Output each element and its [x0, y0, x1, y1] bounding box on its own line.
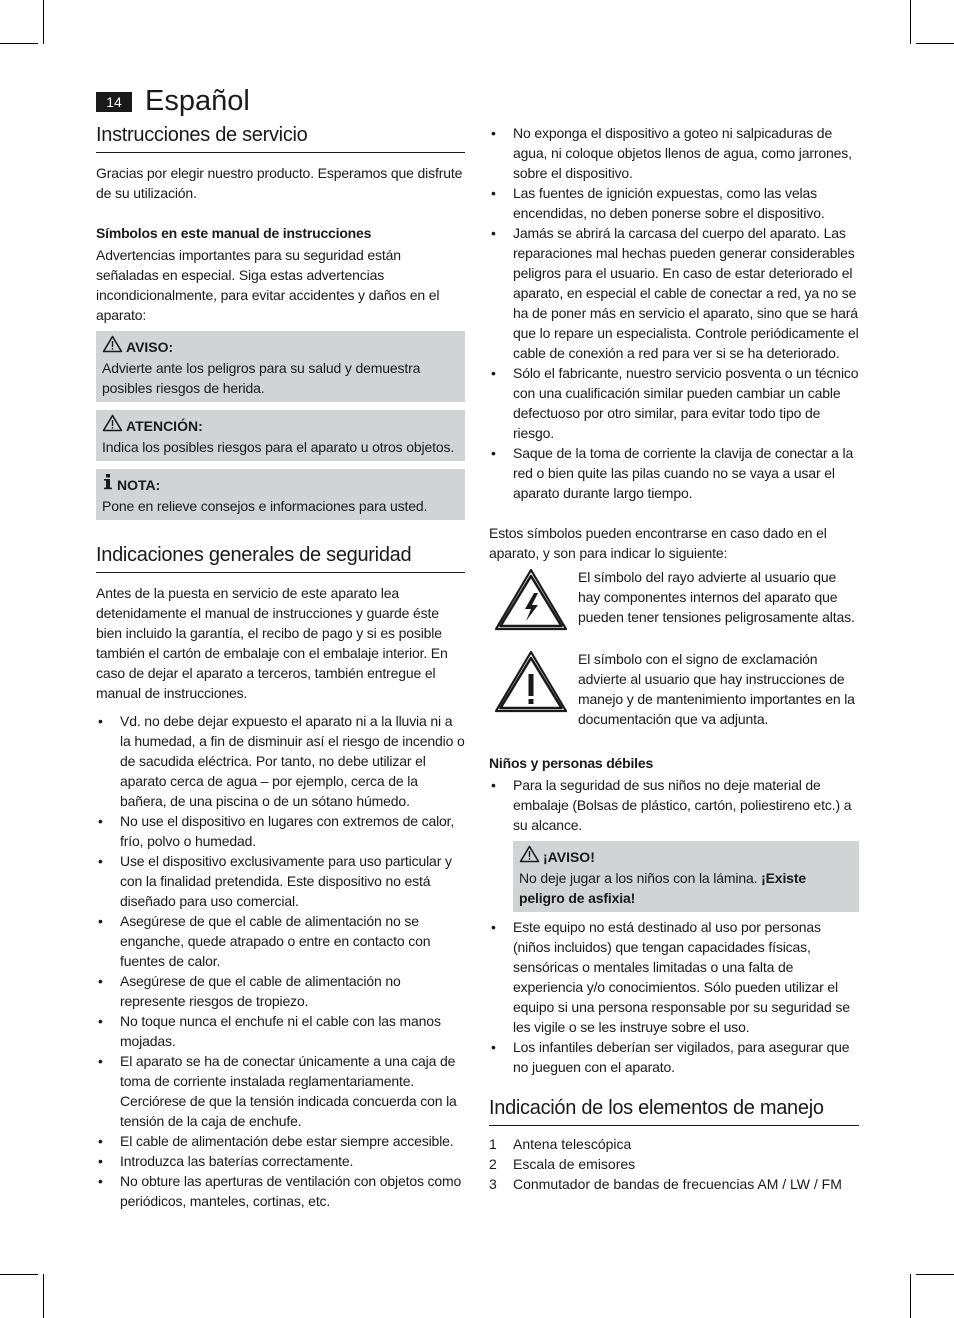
crop-mark [0, 1274, 38, 1275]
list-item: • Asegúrese de que el cable de alimentación no represente riesgos de tropiezo. [98, 973, 401, 1009]
lightning-symbol-text: El símbolo del rayo advierte al usuario que hay componentes internos del aparato que pueden tener tensiones peligrosamente altas. [578, 569, 855, 625]
children-heading: Niños y personas débiles [489, 755, 654, 771]
notice-nota [96, 469, 465, 520]
list-item: • No use el dispositivo en lugares con extremos de calor, frío, polvo o humedad. [98, 813, 455, 849]
section-title-safety: Indicaciones generales de seguridad [96, 542, 465, 573]
page-number: 14 [96, 92, 132, 112]
control-item: 3 Conmutador de bandas de frecuencias AM / LW / FM [489, 1176, 842, 1192]
notice-body: Pone en relieve consejos e informaciones para usted. [102, 498, 428, 514]
list-item: • Para la seguridad de sus niños no deje material de embalaje (Bolsas de plástico, cartón, poliestireno etc.) a su alcance. [491, 777, 852, 833]
crop-mark [43, 0, 44, 44]
crop-mark [910, 1274, 911, 1318]
exclamation-symbol-row [489, 649, 859, 729]
list-item: • No exponga el dispositivo a goteo ni salpicaduras de agua, ni coloque objetos llenos de agua, como jarrones, sobre el dispositivo. [491, 125, 852, 181]
page-title: Español [145, 85, 250, 117]
notice-head: NOTA: [117, 476, 161, 493]
notice-aviso-children [513, 841, 859, 912]
list-item: • Sólo el fabricante, nuestro servicio posventa o un técnico con una cualificación similar pueden cambiar un cable defectuoso por otro similar, para evitar todo tipo de riesgo. [491, 365, 859, 441]
notice-head: AVISO: [126, 338, 174, 355]
crop-mark [43, 1274, 44, 1318]
right-column [489, 123, 859, 1194]
intro-paragraph: Gracias por elegir nuestro producto. Esperamos que disfrute de su utilización. [96, 165, 463, 201]
crop-mark [916, 43, 954, 44]
list-item: • Saque de la toma de corriente la clavija de conectar a la red o bien quite las pilas cuando no se vaya a usar el aparato durante largo tiempo. [491, 445, 854, 501]
warning-triangle-icon [102, 414, 123, 437]
lightning-warning-icon [489, 567, 578, 638]
children-bullet-list [489, 775, 859, 835]
notice-body: Advierte ante los peligros para su salud y demuestra posibles riesgos de herida. [102, 360, 421, 396]
controls-list [489, 1134, 859, 1194]
info-icon [102, 473, 114, 496]
crop-mark [916, 1274, 954, 1275]
symbols-heading: Símbolos en este manual de instrucciones [96, 225, 372, 241]
notice-body: No deje jugar a los niños con la lámina. ¡Existe peligro de asfixia! [519, 870, 806, 906]
safety-bullet-list-continued [489, 123, 859, 503]
list-item: • Vd. no debe dejar expuesto el aparato ni a la lluvia ni a la humedad, a fin de disminuir así el riesgo de incendio o de sacudida eléctrica. Por tanto, no debe utilizar el aparato cerca de agua – por ejemplo, cerca de la bañera, de una piscina o de un sótano húmedo. [98, 713, 465, 809]
list-item: • Use el dispositivo exclusivamente para uso particular y con la finalidad pretendida. Este dispositivo no está diseñado para uso comercial. [98, 853, 452, 909]
notice-body: Indica los posibles riesgos para el aparato u otros objetos. [102, 439, 455, 455]
notice-head: ATENCIÓN: [126, 417, 203, 434]
exclamation-symbol-text: El símbolo con el signo de exclamación advierte al usuario que hay instrucciones de manejo y de mantenimiento importantes en la documentación que va adjunta. [578, 651, 855, 727]
safety-bullet-list [96, 711, 465, 1211]
crop-mark [910, 0, 911, 44]
notice-aviso [96, 331, 465, 402]
list-item: • No toque nunca el enchufe ni el cable con las manos mojadas. [98, 1013, 441, 1049]
list-item: • Asegúrese de que el cable de alimentación no se enganche, quede atrapado o entre en contacto con fuentes de calor. [98, 913, 431, 969]
left-column [96, 122, 465, 1211]
list-item: • Este equipo no está destinado al uso por personas (niños incluidos) que tengan capacidades físicas, sensóricas o mentales limitadas o una falta de experiencia y/o conocimientos. Sólo pueden utilizar el equipo si una persona responsable por su seguridad se les vigile o se les instruye sobre el uso. [491, 919, 850, 1035]
list-item: • El cable de alimentación debe estar siempre accesible. [98, 1133, 454, 1149]
list-item: • Introduzca las baterías correctamente. [98, 1153, 354, 1169]
lightning-symbol-row [489, 567, 859, 638]
safety-intro: Antes de la puesta en servicio de este aparato lea detenidamente el manual de instrucciones y guarde éste bien incluido la garantía, el recibo de pago y si es posible también el cartón de embalaje con el embalaje interior. En caso de dejar el aparato a terceros, también entregue el manual de instrucciones. [96, 585, 448, 701]
list-item: • Los infantiles deberían ser vigilados, para asegurar que no jueguen con el aparato. [491, 1039, 850, 1075]
symbols-paragraph: Advertencias importantes para su seguridad están señaladas en especial. Siga estas advertencias incondicionalmente, para evitar accidentes y daños en el aparato: [96, 247, 440, 323]
crop-mark [0, 43, 38, 44]
children-bullet-list-continued [489, 917, 859, 1077]
exclamation-warning-icon [489, 649, 578, 720]
warning-triangle-icon [519, 845, 540, 868]
control-item: 1 Antena telescópica [489, 1136, 632, 1152]
notice-atencion [96, 410, 465, 461]
list-item: • No obture las aperturas de ventilación con objetos como periódicos, manteles, cortinas, etc. [98, 1173, 462, 1209]
list-item: • Jamás se abrirá la carcasa del cuerpo del aparato. Las reparaciones mal hechas pueden generar considerables peligros para el usuario. En caso de estar deteriorado el aparato, en especial el cable de conectar a red, ya no se ha de poner más en servicio el aparato, sino que se hará que lo repare un especialista. Controle periódicamente el cable de conexión a red para ver si se ha deteriorado. [491, 225, 859, 361]
notice-emphasis: ¡Existe peligro de asfixia! [519, 870, 806, 906]
control-item: 2 Escala de emisores [489, 1156, 636, 1172]
notice-head: ¡AVISO! [543, 848, 595, 865]
warning-triangle-icon [102, 335, 123, 358]
section-title-controls: Indicación de los elementos de manejo [489, 1095, 859, 1126]
symbols-intro: Estos símbolos pueden encontrarse en caso dado en el aparato, y son para indicar lo siguiente: [489, 525, 827, 561]
list-item: • Las fuentes de ignición expuestas, como las velas encendidas, no deben ponerse sobre el dispositivo. [491, 185, 825, 221]
list-item: • El aparato se ha de conectar únicamente a una caja de toma de corriente instalada reglamentariamente. Cerciórese de que la tensión indicada concuerda con la tensión de la caja de enchufe. [98, 1053, 457, 1129]
section-title-instructions: Instrucciones de servicio [96, 122, 465, 153]
